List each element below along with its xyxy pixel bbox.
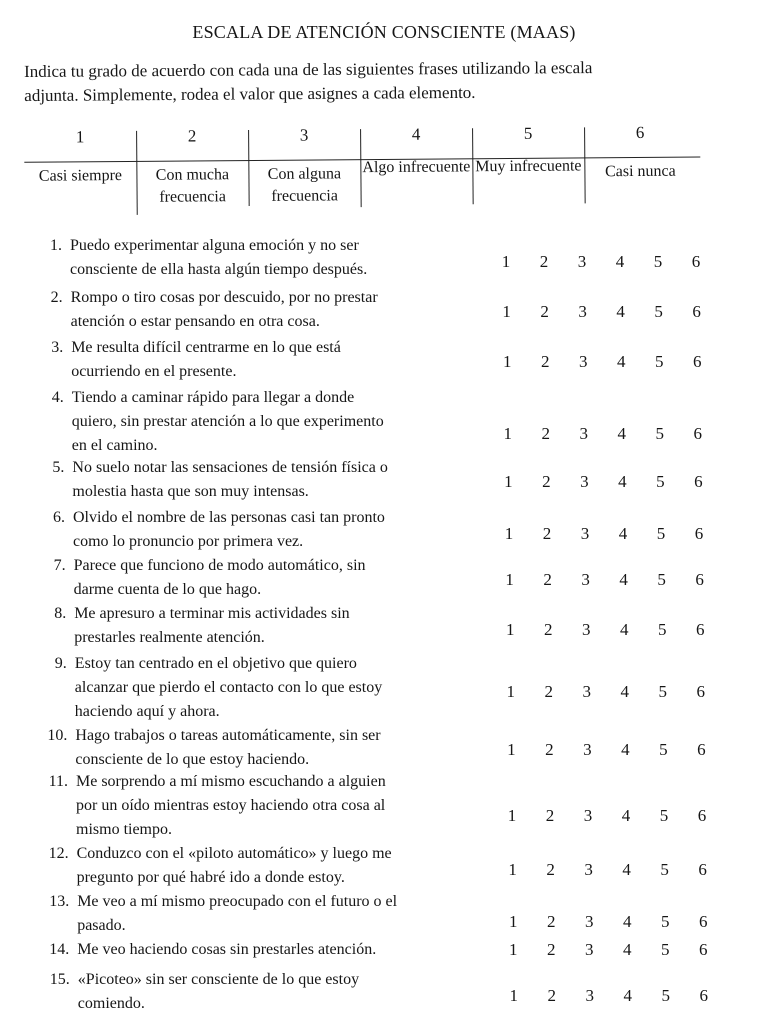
answer-option-6[interactable]: 6 (695, 620, 705, 639)
answer-option-6[interactable]: 6 (698, 940, 708, 959)
answer-option-3[interactable]: 3 (584, 912, 594, 931)
answer-option-6[interactable]: 6 (693, 424, 703, 443)
answer-options (496, 250, 706, 274)
answer-option-4[interactable]: 4 (621, 740, 630, 759)
question-text-line: pregunto por qué habré ido a donde estoy. (76, 869, 345, 886)
question-text-line: molestia hasta que son muy intensas. (72, 483, 309, 500)
question-text (74, 554, 514, 602)
answer-option-1[interactable]: 1 (501, 252, 511, 271)
answer-option-4[interactable]: 4 (623, 986, 633, 1005)
answer-option-1[interactable]: 1 (506, 682, 516, 701)
question-text-line: Estoy tan centrado en el objetivo que quiero (74, 655, 357, 672)
answer-options (498, 422, 708, 446)
question-text-line: Hago trabajos o tareas automáticamente, sin ser (75, 727, 381, 744)
question-text-line: darme cuenta de lo que hago. (73, 581, 262, 598)
scale-label: Con mucha frecuencia (155, 166, 230, 206)
answer-option-6[interactable]: 6 (692, 352, 702, 371)
question-text-line: Parece que funciono de modo automático, sin (73, 557, 366, 574)
answer-option-5[interactable]: 5 (657, 570, 666, 589)
answer-options (497, 350, 707, 374)
answer-option-1[interactable]: 1 (502, 352, 512, 371)
answer-option-2[interactable]: 2 (546, 860, 555, 879)
question-number: 9. (54, 655, 67, 672)
question-number: 4. (51, 389, 64, 406)
question-text (71, 336, 511, 384)
answer-option-6[interactable]: 6 (698, 912, 708, 931)
page-title: ESCALA DE ATENCIÓN CONSCIENTE (MAAS) (192, 22, 576, 42)
question-text (72, 456, 512, 504)
question-text (73, 506, 513, 554)
scale-label: Muy infrecuente (475, 157, 582, 176)
answer-option-3[interactable]: 3 (580, 524, 590, 543)
answer-option-5[interactable]: 5 (653, 252, 663, 271)
answer-option-3[interactable]: 3 (584, 860, 593, 879)
question-text-line: consciente de ella hasta algún tiempo después. (70, 261, 368, 278)
answer-option-2[interactable]: 2 (545, 740, 554, 759)
answer-option-3[interactable]: 3 (580, 472, 589, 491)
answer-option-4[interactable]: 4 (616, 302, 625, 321)
question-text-line: atención o estar pensando en otra cosa. (70, 313, 320, 330)
scale-value: 6 (635, 122, 645, 143)
answer-option-4[interactable]: 4 (615, 252, 625, 271)
answer-option-6[interactable]: 6 (694, 524, 704, 543)
question-text (71, 286, 511, 334)
question-text-line: Me veo haciendo cosas sin prestarles atención. (77, 941, 377, 958)
question-text-line: alcanzar que pierdo el contacto con lo que estoy (74, 679, 383, 696)
answer-option-2[interactable]: 2 (542, 524, 552, 543)
answer-options (497, 300, 707, 324)
answer-option-3[interactable]: 3 (577, 252, 587, 271)
answer-option-5[interactable]: 5 (654, 302, 663, 321)
answer-option-3[interactable]: 3 (585, 986, 595, 1005)
question-text-line: ocurriendo en el presente. (71, 363, 237, 380)
answer-option-1[interactable]: 1 (508, 912, 518, 931)
answer-options (500, 568, 710, 592)
question-number: 1. (50, 237, 62, 254)
answer-option-5[interactable]: 5 (658, 682, 668, 701)
answer-option-3[interactable]: 3 (583, 806, 593, 825)
instructions-line: Indica tu grado de acuerdo con cada una de las siguientes frases utilizando la escala (24, 58, 593, 81)
answer-option-4[interactable]: 4 (619, 620, 629, 639)
answer-option-2[interactable]: 2 (546, 940, 556, 959)
question-number: 15. (49, 971, 70, 988)
answer-option-6[interactable]: 6 (694, 472, 703, 491)
answer-option-4[interactable]: 4 (617, 424, 627, 443)
question-number: 13. (49, 893, 70, 910)
question-number: 7. (53, 557, 66, 574)
answer-option-3[interactable]: 3 (584, 940, 594, 959)
answer-option-3[interactable]: 3 (581, 570, 590, 589)
answer-option-1[interactable]: 1 (504, 524, 514, 543)
question-text (74, 602, 514, 650)
question-text-line: pasado. (77, 917, 126, 934)
scale-value: 4 (411, 124, 421, 144)
answer-option-5[interactable]: 5 (657, 620, 667, 639)
question-text-line: «Picoteo» sin ser consciente de lo que estoy (77, 971, 360, 988)
question-text-line: prestarles realmente atención. (74, 629, 265, 646)
answer-option-6[interactable]: 6 (692, 302, 701, 321)
answer-option-1[interactable]: 1 (508, 940, 518, 959)
answer-option-1[interactable]: 1 (504, 472, 513, 491)
answer-options (498, 470, 708, 494)
answer-option-2[interactable]: 2 (539, 252, 549, 271)
answer-option-5[interactable]: 5 (660, 860, 669, 879)
question-number: 3. (51, 339, 64, 356)
question-text (75, 724, 515, 772)
answer-option-6[interactable]: 6 (696, 682, 706, 701)
answer-option-1[interactable]: 1 (507, 806, 517, 825)
answer-option-2[interactable]: 2 (545, 806, 555, 825)
question-text (75, 652, 515, 724)
answer-option-1[interactable]: 1 (509, 986, 519, 1005)
answer-option-2[interactable]: 2 (540, 352, 550, 371)
question-number: 14. (49, 941, 70, 958)
question-number: 11. (48, 773, 68, 790)
question-text-line: Olvido el nombre de las personas casi tan pronto (73, 509, 385, 526)
answer-option-5[interactable]: 5 (660, 912, 670, 931)
question-text (77, 890, 517, 938)
answer-option-4[interactable]: 4 (622, 940, 632, 959)
answer-option-5[interactable]: 5 (659, 806, 669, 825)
answer-options (504, 984, 714, 1008)
answer-option-4[interactable]: 4 (621, 806, 631, 825)
scale-label: Algo infrecuente (362, 158, 471, 177)
question-text-line: en el camino. (71, 437, 158, 454)
question-text-line: Puedo experimentar alguna emoción y no ser (70, 237, 359, 254)
instructions (24, 55, 724, 108)
question-text (77, 938, 517, 962)
question-text-line: Me resulta difícil centrarme en lo que está (71, 339, 341, 356)
answer-option-4[interactable]: 4 (616, 352, 626, 371)
answer-option-1[interactable]: 1 (507, 740, 516, 759)
answer-options (503, 938, 713, 962)
answer-option-4[interactable]: 4 (619, 570, 628, 589)
answer-option-3[interactable]: 3 (579, 424, 589, 443)
answer-option-1[interactable]: 1 (505, 570, 514, 589)
scale-value: 5 (523, 123, 533, 143)
question-text-line: haciendo aquí y ahora. (74, 703, 220, 720)
question-text (72, 386, 512, 458)
answer-option-4[interactable]: 4 (620, 682, 630, 701)
answer-option-6[interactable]: 6 (695, 570, 704, 589)
answer-option-5[interactable]: 5 (661, 986, 671, 1005)
question-text-line: consciente de lo que estoy haciendo. (75, 751, 310, 768)
question-number: 10. (47, 727, 68, 744)
answer-option-2[interactable]: 2 (543, 570, 552, 589)
answer-option-4[interactable]: 4 (618, 472, 627, 491)
answer-options (502, 804, 712, 828)
answer-option-3[interactable]: 3 (583, 740, 592, 759)
scale-label: Casi siempre (38, 167, 123, 185)
question-text-line: quiero, sin prestar atención a lo que experimento (71, 413, 384, 430)
answer-option-1[interactable]: 1 (502, 302, 511, 321)
scale-value: 2 (187, 126, 197, 146)
answer-option-2[interactable]: 2 (546, 912, 556, 931)
answer-options (501, 680, 711, 704)
question-number: 2. (50, 289, 63, 306)
answer-option-3[interactable]: 3 (578, 302, 587, 321)
answer-option-1[interactable]: 1 (508, 860, 517, 879)
answer-option-3[interactable]: 3 (578, 352, 588, 371)
question-text-line: Me apresuro a terminar mis actividades sin (74, 605, 350, 622)
answer-option-4[interactable]: 4 (622, 912, 632, 931)
answer-option-5[interactable]: 5 (659, 740, 668, 759)
answer-option-5[interactable]: 5 (655, 424, 665, 443)
answer-option-6[interactable]: 6 (697, 806, 707, 825)
scale-value: 3 (299, 125, 309, 145)
question-text-line: por un oído mientras estoy haciendo otra cosa al (76, 797, 386, 814)
question-text (78, 968, 518, 1016)
question-number: 5. (52, 459, 65, 476)
answer-option-2[interactable]: 2 (541, 424, 551, 443)
response-scale-legend (0, 116, 768, 222)
question-text (76, 770, 516, 842)
answer-option-6[interactable]: 6 (699, 986, 709, 1005)
answer-options (501, 738, 711, 762)
answer-option-2[interactable]: 2 (542, 472, 551, 491)
answer-options (500, 618, 710, 642)
question-number: 8. (54, 605, 67, 622)
question-text-line: comiendo. (77, 995, 145, 1012)
question-text-line: Me veo a mí mismo preocupado con el futuro o el (77, 893, 398, 910)
question-text (70, 234, 510, 282)
answer-option-6[interactable]: 6 (697, 740, 706, 759)
answer-option-3[interactable]: 3 (581, 620, 591, 639)
answer-option-2[interactable]: 2 (544, 682, 554, 701)
answer-options (503, 858, 713, 882)
answer-option-4[interactable]: 4 (618, 524, 628, 543)
answer-option-4[interactable]: 4 (622, 860, 631, 879)
answer-option-5[interactable]: 5 (660, 940, 670, 959)
answer-option-5[interactable]: 5 (656, 472, 665, 491)
scale-label: Con alguna frecuencia (267, 165, 342, 205)
answer-option-2[interactable]: 2 (540, 302, 549, 321)
answer-option-1[interactable]: 1 (505, 620, 515, 639)
scale-label: Casi nunca (605, 162, 676, 181)
question-text-line: Conduzco con el «piloto automático» y luego me (76, 845, 392, 862)
question-text-line: como lo pronuncio por primera vez. (73, 533, 304, 550)
answer-option-3[interactable]: 3 (582, 682, 592, 701)
answer-options (503, 910, 713, 934)
question-text (77, 842, 517, 890)
scale-value: 1 (75, 127, 85, 147)
answer-option-2[interactable]: 2 (547, 986, 557, 1005)
question-text-line: No suelo notar las sensaciones de tensión física o (72, 459, 388, 476)
question-text-line: Tiendo a caminar rápido para llegar a donde (71, 389, 355, 406)
question-text-line: mismo tiempo. (76, 821, 172, 838)
answer-option-5[interactable]: 5 (656, 524, 666, 543)
question-text-line: Me sorprendo a mí mismo escuchando a alguien (76, 773, 386, 790)
instructions-line: adjunta. Simplemente, rodea el valor que asignes a cada elemento. (24, 82, 476, 105)
answer-option-6[interactable]: 6 (691, 252, 701, 271)
answer-option-6[interactable]: 6 (698, 860, 707, 879)
question-number: 6. (53, 509, 65, 526)
answer-options (499, 522, 709, 546)
question-number: 12. (48, 845, 69, 862)
answer-option-2[interactable]: 2 (543, 620, 553, 639)
answer-option-1[interactable]: 1 (503, 424, 513, 443)
answer-option-5[interactable]: 5 (654, 352, 664, 371)
question-text-line: Rompo o tiro cosas por descuido, por no prestar (70, 289, 378, 306)
